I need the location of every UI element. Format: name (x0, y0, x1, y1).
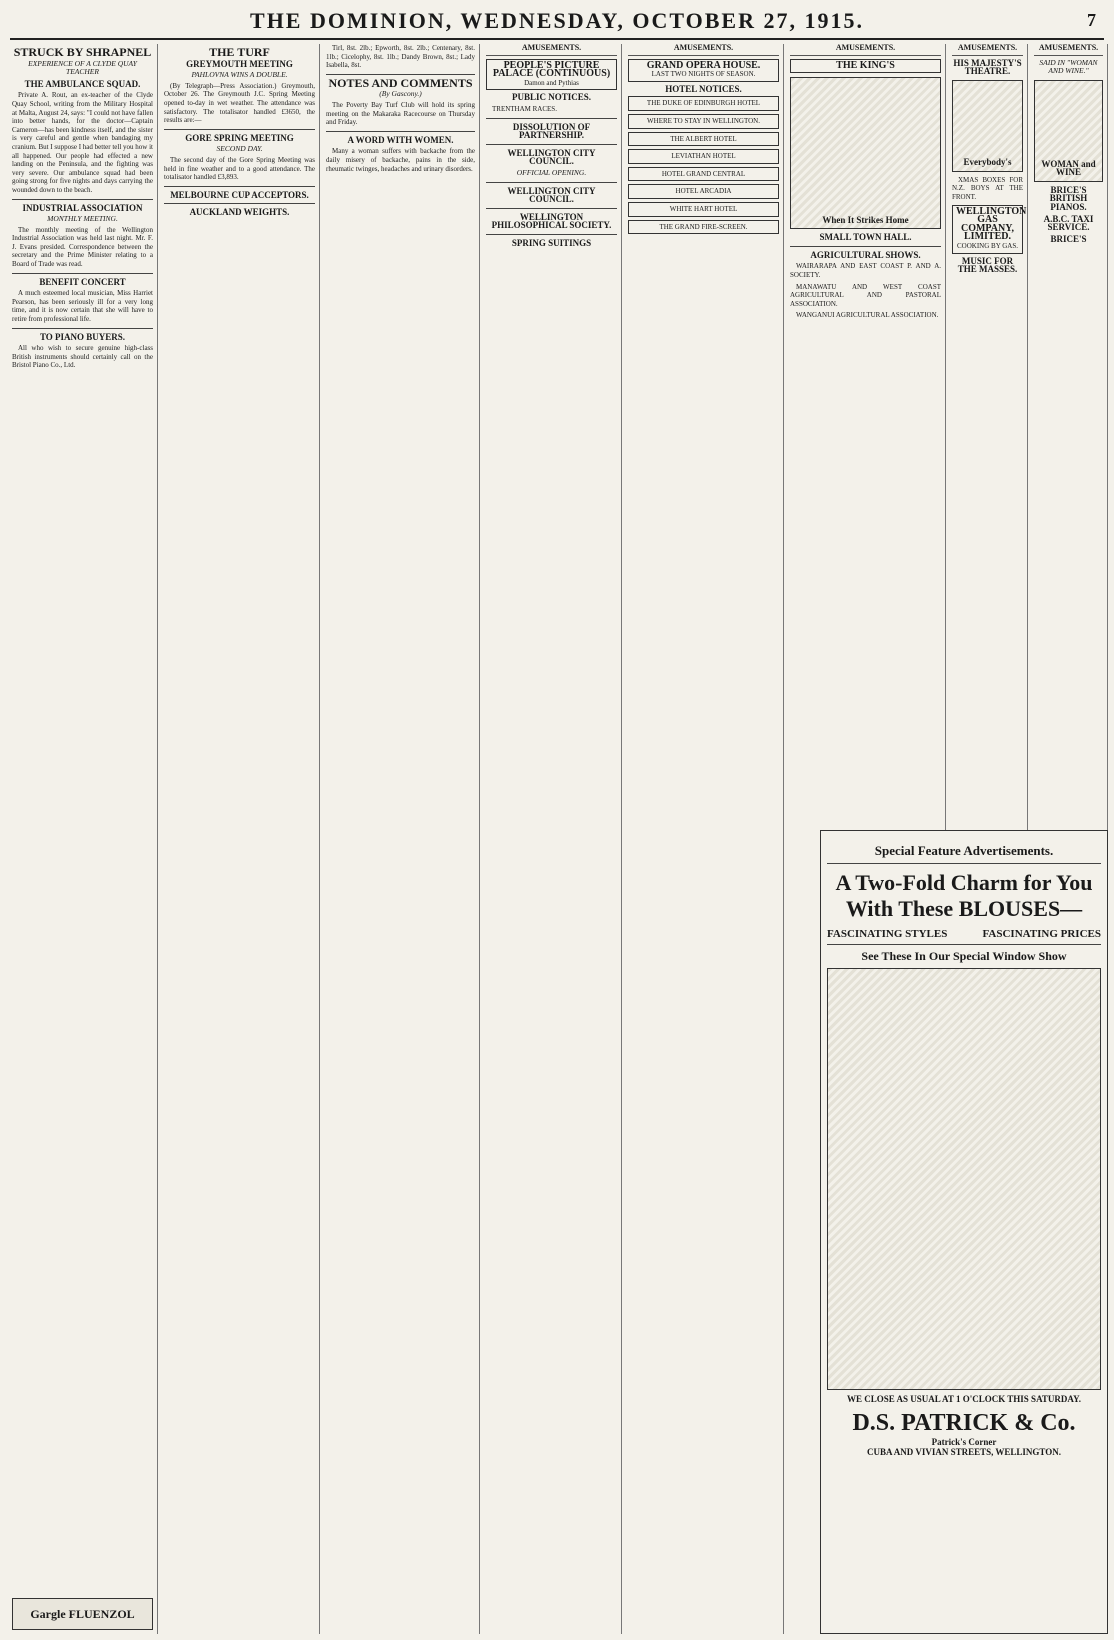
col1-subhead2: THE AMBULANCE SQUAD. (24, 78, 141, 89)
col2-subhead2: PAHLOVNA WINS A DOUBLE. (191, 70, 288, 80)
col1-body3: A much esteemed local musician, Miss Harriet Pearson, has been seriously ill for a very long time, and it is now certain that she will have to retire from professional life. (12, 289, 153, 324)
col1-body2: The monthly meeting of the Wellington Industrial Association was held last night. Mr. F. J. Evans presided. Correspondence between the secretary and the Prime Minister relating to a Board of Trade was read. (12, 225, 153, 269)
col4-section4-sub: OFFICIAL OPENING. (516, 167, 587, 177)
col2-body2: The second day of the Gore Spring Meeting was held in fine weather and to a good attendance. The totalisator handled £3,893. (164, 155, 315, 182)
col4-ad1-title: PEOPLE'S PICTURE PALACE (CONTINUOUS) (492, 59, 611, 80)
fluenzol-logo: Gargle FLUENZOL (12, 1598, 153, 1630)
column-2 (160, 44, 320, 1634)
column-4 (482, 44, 622, 1634)
col6-ad1-title: THE KING'S (836, 59, 895, 71)
col3-body3: Many a woman suffers with backache from the daily misery of backache, pains in the side, rheumatic twinges, headaches and urinary disorders. (326, 147, 475, 173)
col5-ad3: WHERE TO STAY IN WELLINGTON. (628, 114, 779, 129)
col4-body2: TRENTHAM RACES. (492, 104, 557, 113)
col6-body3: WAIRARAPA AND EAST COAST P. AND A. SOCIETY. (790, 262, 941, 279)
col1-subhead: EXPERIENCE OF A CLYDE QUAY TEACHER (28, 58, 137, 77)
blouse-row (827, 928, 1101, 940)
col5-ad5: LEVIATHAN HOTEL (628, 149, 779, 164)
special-feature-ad (820, 830, 1108, 1634)
col6-section2: SMALL TOWN HALL. (819, 232, 912, 243)
col2-subhead: GREYMOUTH MEETING (186, 58, 293, 69)
col5-ad1-sub: LAST TWO NIGHTS OF SEASON. (651, 70, 756, 79)
col5-ad1 (628, 59, 779, 82)
col5-ad7: HOTEL ARCADIA (628, 184, 779, 199)
patrick-sub: Patrick's Corner (931, 1437, 997, 1447)
close-notice: WE CLOSE AS USUAL AT 1 O'CLOCK THIS SATURDAY. (847, 1394, 1081, 1404)
col8-ad4: BRICE'S (1050, 233, 1087, 244)
col4-section4: WELLINGTON CITY COUNCIL. (507, 147, 596, 167)
col8-ad1: SAID IN "WOMAN AND WINE." (1039, 57, 1098, 76)
col4-section-label: AMUSEMENTS. (486, 44, 617, 56)
column-3 (322, 44, 480, 1634)
col1-section3: BENEFIT CONCERT (39, 276, 126, 287)
col5-ad8: WHITE HART HOTEL (628, 202, 779, 217)
col2-headline: THE TURF (209, 45, 270, 59)
column-1 (8, 44, 158, 1634)
masthead-title: THE DOMINION, WEDNESDAY, OCTOBER 27, 1915. (250, 8, 864, 33)
col7-ad1: HIS MAJESTY'S THEATRE. (953, 57, 1022, 77)
col1-section2: INDUSTRIAL ASSOCIATION (22, 202, 143, 213)
everybodys-art (952, 80, 1023, 172)
kings-film-art (790, 77, 941, 229)
col2-section4: AUCKLAND WEIGHTS. (189, 207, 290, 218)
col7-ad3-sub: COOKING BY GAS. (957, 241, 1018, 250)
kings-film-caption: When It Strikes Home (822, 214, 909, 225)
col4-section2: PUBLIC NOTICES. (511, 92, 592, 103)
woman-and-wine-art (1034, 80, 1103, 182)
col3-section2: NOTES AND COMMENTS (328, 75, 473, 90)
col3-body: Tirl, 8st. 2lb.; Epworth, 8st. 2lb.; Centenary, 8st. 1lb.; Cicelophy, 8st. 1lb.; Dandy Brown, 8st.; Lady Isabella, 8st. (326, 44, 475, 70)
blouse-illustration (827, 968, 1101, 1390)
blouse-left: FASCINATING STYLES (827, 928, 948, 940)
col3-section2-sub: (By Gascony.) (379, 89, 422, 99)
col2-section3: MELBOURNE CUP ACCEPTORS. (170, 189, 309, 200)
masthead (10, 4, 1104, 40)
col1-headline: STRUCK BY SHRAPNEL (13, 45, 152, 59)
col4-section6: WELLINGTON PHILOSOPHICAL SOCIETY. (491, 211, 612, 231)
col5-section-label: AMUSEMENTS. (628, 44, 779, 56)
col4-section5: WELLINGTON CITY COUNCIL. (507, 185, 596, 205)
col5-ad2: THE DUKE OF EDINBURGH HOTEL (628, 96, 779, 111)
col8-section-label: AMUSEMENTS. (1034, 44, 1103, 56)
col2-body: (By Telegraph—Press Association.) Greymouth, October 26. The Greymouth J.C. Spring Meeting opened to-day in wet weather. The attendance was satisfactory. The totalisator handled £3650, the results are:— (164, 81, 315, 125)
col5-section2: HOTEL NOTICES. (665, 83, 742, 94)
col1-section2-sub: MONTHLY MEETING. (47, 214, 118, 224)
col8-ad3: A.B.C. TAXI SERVICE. (1043, 213, 1094, 233)
col5-ad6: HOTEL GRAND CENTRAL (628, 167, 779, 182)
col7-ad3 (952, 205, 1027, 254)
special-banner: Special Feature Advertisements. (874, 843, 1054, 858)
everybodys-caption: Everybody's (963, 157, 1012, 168)
window-show: See These In Our Special Window Show (861, 949, 1067, 963)
woman-and-wine-caption: WOMAN and WINE (1041, 158, 1096, 178)
col4-ad1-sub: Damon and Pythias (524, 78, 579, 87)
col1-section4: TO PIANO BUYERS. (39, 331, 126, 342)
col4-section3: DISSOLUTION OF PARTNERSHIP. (512, 121, 591, 141)
col2-section2: GORE SPRING MEETING (185, 132, 294, 143)
col6-body4: MANAWATU AND WEST COAST AGRICULTURAL AND PASTORAL ASSOCIATION. (790, 282, 941, 308)
col5-ad9: THE GRAND FIRE-SCREEN. (628, 220, 779, 235)
col7-body2: XMAS BOXES FOR N.Z. BOYS AT THE FRONT. (952, 175, 1023, 201)
col6-section-label: AMUSEMENTS. (790, 44, 941, 56)
col6-body5: WANGANUI AGRICULTURAL ASSOCIATION. (796, 311, 939, 320)
col5-ad4: THE ALBERT HOTEL (628, 132, 779, 147)
col2-section2-sub: SECOND DAY. (216, 144, 263, 154)
page-number: 7 (1087, 10, 1096, 30)
col6-section3: AGRICULTURAL SHOWS. (810, 249, 921, 260)
col5-ad1-title: GRAND OPERA HOUSE. (646, 59, 761, 71)
column-5 (624, 44, 784, 1634)
col8-ad2: BRICE'S BRITISH PIANOS. (1049, 184, 1088, 212)
col1-body: Private A. Rout, an ex-teacher of the Clyde Quay School, writing from the Military Hospital at Malta, August 24, says: "I could not have fallen into better hands, for the doctor—Captain Cameron—has been kindness itself, and the sister is very careful and gentle when bandaging my cranium. But I suppose I had better tell you how it all happened. Our people had effected a new landing on the Peninsula, and the fighting was very severe. Our ambulance squad had been going strong for five nights and days carrying the wounded down to the beach. (12, 91, 153, 194)
col6-ad1 (790, 59, 941, 74)
patrick-brand: D.S. PATRICK & Co. (852, 1410, 1076, 1436)
patrick-address: CUBA AND VIVIAN STREETS, WELLINGTON. (866, 1447, 1062, 1457)
col7-section-label: AMUSEMENTS. (952, 44, 1023, 56)
col7-ad3-title: WELLINGTON GAS COMPANY, LIMITED. (956, 205, 1027, 243)
col4-ad1 (486, 59, 617, 91)
blouse-headline: A Two-Fold Charm for You With These BLOUSES— (835, 870, 1093, 921)
col3-section3: A WORD WITH WOMEN. (347, 134, 454, 145)
col4-section7: SPRING SUITINGS (511, 237, 592, 248)
blouse-right: FASCINATING PRICES (982, 928, 1101, 940)
col7-ad4: MUSIC FOR THE MASSES. (957, 255, 1018, 275)
col3-body2: The Poverty Bay Turf Club will hold its spring meeting on the Makaraka Racecourse on Thursday and Friday. (326, 100, 475, 127)
col1-body4: All who wish to secure genuine high-class British instruments should certainly call on the Bristol Piano Co., Ltd. (12, 344, 153, 370)
